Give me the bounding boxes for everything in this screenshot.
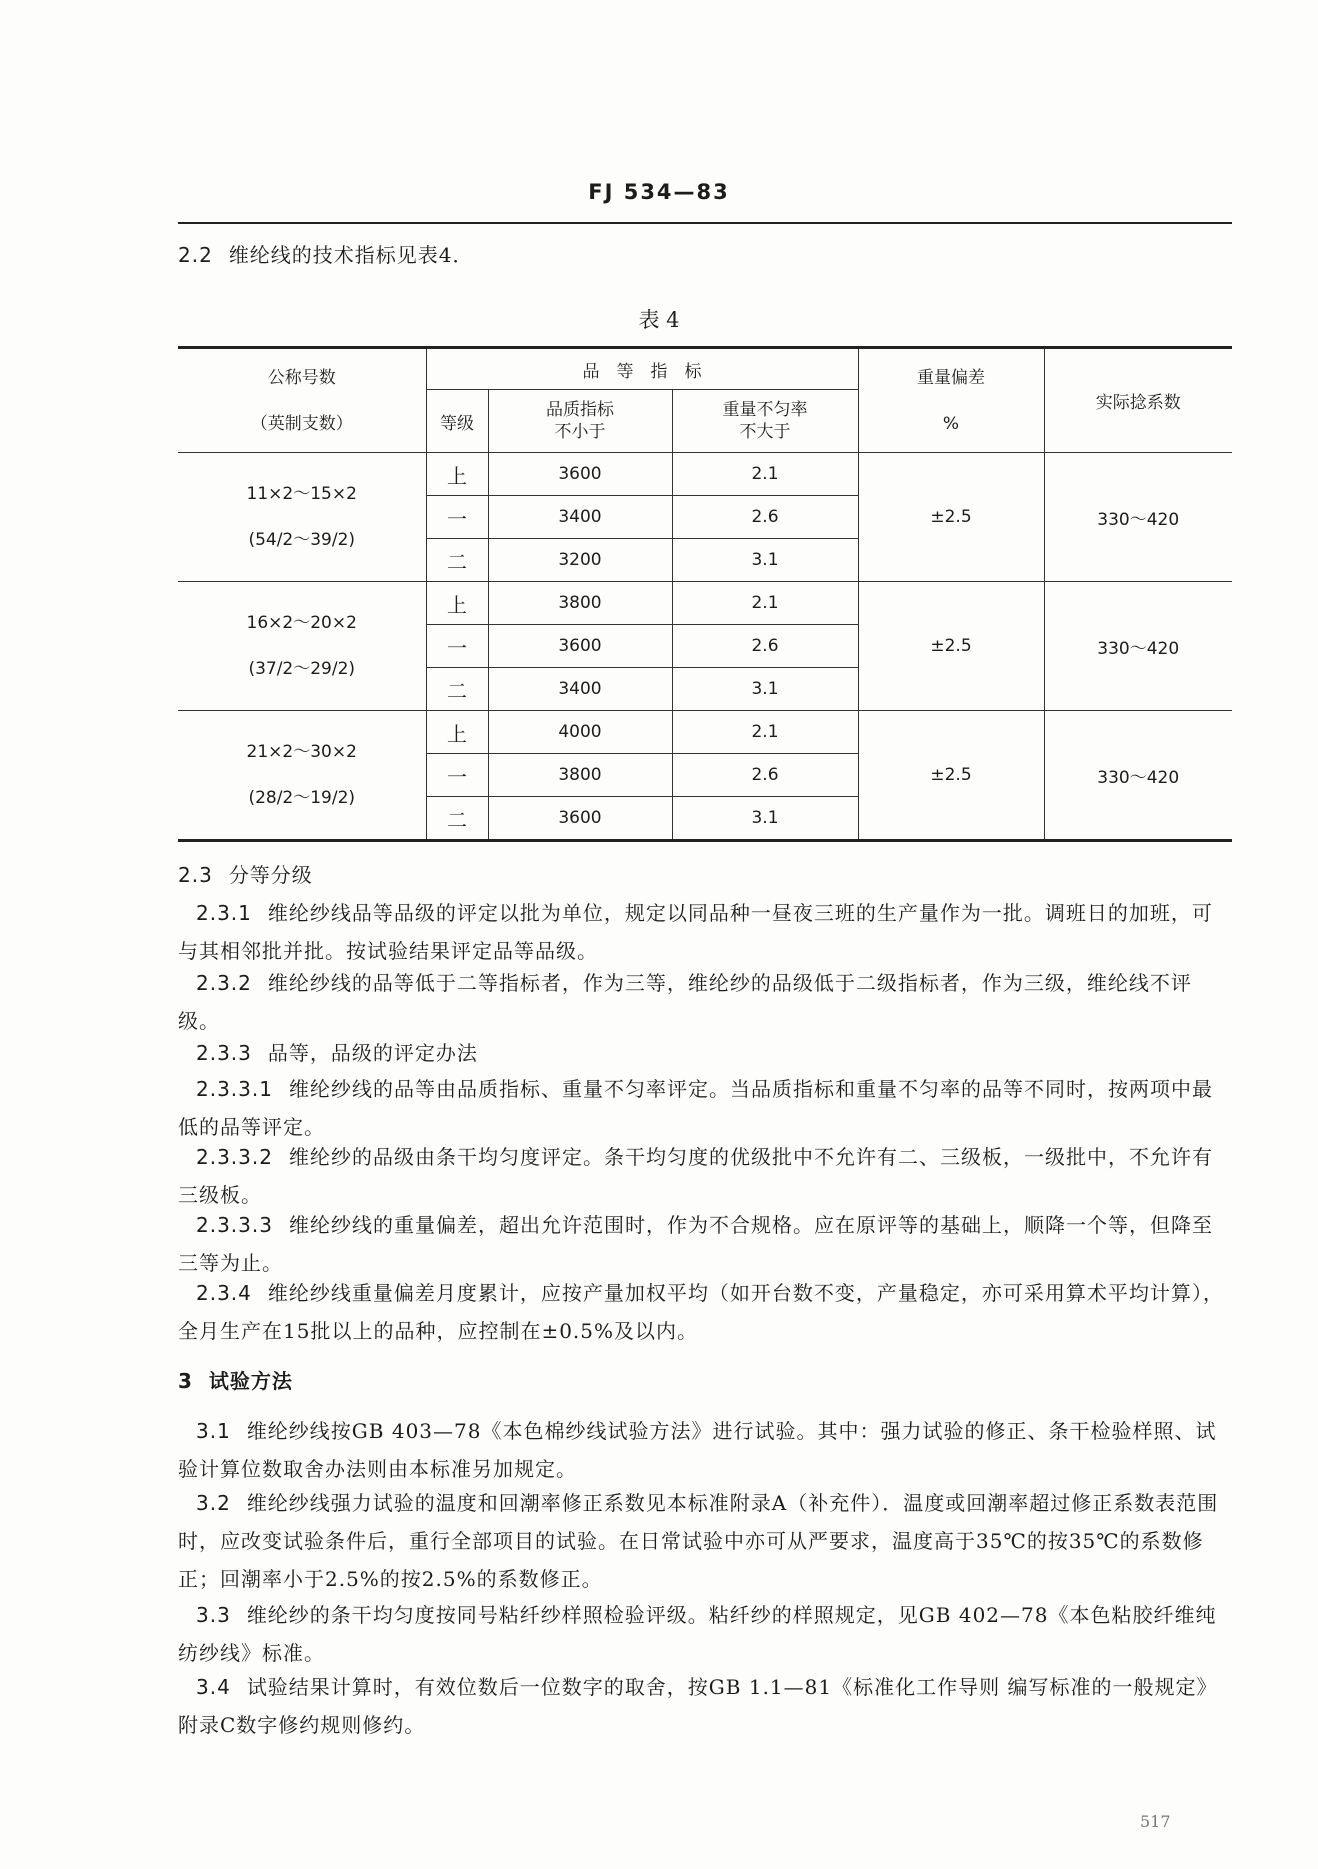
header-twist: 实际捻系数: [1044, 348, 1232, 453]
quality-cell: 3600: [488, 625, 672, 668]
unevenness-cell: 2.6: [672, 754, 858, 797]
header-grade: 等级: [426, 390, 488, 453]
paragraph-3-4: 3.4 试验结果计算时，有效位数后一位数字的取舍，按GB 1.1—81《标准化工作导则 编写标准的一般规定》附录C数字修约规则修约。: [178, 1675, 1218, 1737]
twist-cell: 330～420: [1044, 453, 1232, 582]
twist-cell: 330～420: [1044, 711, 1232, 841]
unevenness-cell: 2.1: [672, 453, 858, 496]
page-number: 517: [1140, 1812, 1171, 1831]
paragraph-3-2: 3.2 维纶纱线强力试验的温度和回潮率修正系数见本标准附录A（补充件）．温度或回潮率超过修正系数表范围时，应改变试验条件后，重行全部项目的试验。在日常试验中亦可从严要求，温度高于35℃的按35℃的系数修正；回潮率小于2.5%的按2.5%的系数修正。: [178, 1491, 1219, 1591]
unevenness-cell: 2.6: [672, 496, 858, 539]
grade-cell: 二: [426, 539, 488, 582]
header-quality: 品质指标 不小于: [488, 390, 672, 453]
quality-cell: 3400: [488, 668, 672, 711]
spec-table: [178, 346, 1232, 842]
table-row: [178, 582, 1232, 625]
grade-cell: 二: [426, 797, 488, 841]
section-text: 维纶线的技术指标见表4．: [228, 243, 474, 267]
section-3-heading: [178, 1362, 1228, 1400]
grade-cell: 上: [426, 582, 488, 625]
document-code: FJ 534—83: [588, 180, 730, 204]
quality-cell: 3400: [488, 496, 672, 539]
grade-cell: 上: [426, 711, 488, 754]
header-grade-group: 品 等 指 标: [426, 348, 858, 390]
header-nominal: 公称号数 （英制支数）: [178, 348, 426, 453]
grade-cell: 一: [426, 496, 488, 539]
nominal-cell: 16×2～20×2 (37/2～29/2): [178, 582, 426, 711]
quality-cell: 3200: [488, 539, 672, 582]
paragraph-2-3-4: 2.3.4 维纶纱线重量偏差月度累计，应按产量加权平均（如开台数不变，产量稳定，亦可采用算术平均计算），全月生产在15批以上的品种，应控制在±0.5%及以内。: [178, 1281, 1224, 1343]
section-number: 2.2: [178, 243, 213, 267]
unevenness-cell: 3.1: [672, 539, 858, 582]
quality-cell: 4000: [488, 711, 672, 754]
nominal-cell: 11×2～15×2 (54/2～39/2): [178, 453, 426, 582]
weight-deviation-cell: ±2.5: [858, 582, 1044, 711]
grade-cell: 一: [426, 625, 488, 668]
weight-deviation-cell: ±2.5: [858, 711, 1044, 841]
header-rule: [178, 222, 1232, 224]
quality-cell: 3800: [488, 754, 672, 797]
paragraph-2-3-3-2: 2.3.3.2 维纶纱的品级由条干均匀度评定。条干均匀度的优级批中不允许有二、三级板，一级批中，不允许有三级板。: [178, 1145, 1213, 1207]
paragraph-2-3-3: 2.3.3 品等，品级的评定办法: [196, 1041, 478, 1065]
weight-deviation-cell: ±2.5: [858, 453, 1044, 582]
paragraph-2-3-3-3: 2.3.3.3 维纶纱线的重量偏差，超出允许范围时，作为不合规格。应在原评等的基础上，顺降一个等，但降至三等为止。: [178, 1213, 1213, 1275]
grade-cell: 一: [426, 754, 488, 797]
quality-cell: 3800: [488, 582, 672, 625]
unevenness-cell: 2.1: [672, 582, 858, 625]
section-number: 2.3: [178, 863, 213, 887]
header-unevenness: 重量不匀率 不大于: [672, 390, 858, 453]
table-row: [178, 711, 1232, 754]
grade-cell: 上: [426, 453, 488, 496]
unevenness-cell: 2.1: [672, 711, 858, 754]
section-2-2: [178, 236, 1228, 274]
unevenness-cell: 3.1: [672, 668, 858, 711]
section-title: 分等分级: [228, 863, 313, 887]
table-row: [178, 453, 1232, 496]
paragraph-2-3-2: 2.3.2 维纶纱线的品等低于二等指标者，作为三等，维纶纱的品级低于二级指标者，作为三级，维纶线不评级。: [178, 971, 1192, 1033]
table-caption: 表 4: [638, 308, 680, 332]
twist-cell: 330～420: [1044, 582, 1232, 711]
unevenness-cell: 3.1: [672, 797, 858, 841]
nominal-cell: 21×2～30×2 (28/2～19/2): [178, 711, 426, 841]
unevenness-cell: 2.6: [672, 625, 858, 668]
section-2-3: [178, 856, 1228, 894]
section-title: 试验方法: [208, 1369, 293, 1393]
paragraph-3-3: 3.3 维纶纱的条干均匀度按同号粘纤纱样照检验评级。粘纤纱的样照规定，见GB 402—78《本色粘胶纤维纯纺纱线》标准。: [178, 1603, 1217, 1665]
quality-cell: 3600: [488, 797, 672, 841]
header-weight-deviation: 重量偏差 %: [858, 348, 1044, 453]
section-number: 3: [178, 1369, 193, 1393]
grade-cell: 二: [426, 668, 488, 711]
paragraph-2-3-1: 2.3.1 维纶纱线品等品级的评定以批为单位，规定以同品种一昼夜三班的生产量作为一批。调班日的加班，可与其相邻批并批。按试验结果评定品等品级。: [178, 901, 1213, 963]
paragraph-2-3-3-1: 2.3.3.1 维纶纱线的品等由品质指标、重量不匀率评定。当品质指标和重量不匀率的品等不同时，按两项中最低的品等评定。: [178, 1077, 1213, 1139]
paragraph-3-1: 3.1 维纶纱线按GB 403—78《本色棉纱线试验方法》进行试验。其中：强力试验的修正、条干检验样照、试验计算位数取舍办法则由本标准另加规定。: [178, 1419, 1217, 1481]
quality-cell: 3600: [488, 453, 672, 496]
